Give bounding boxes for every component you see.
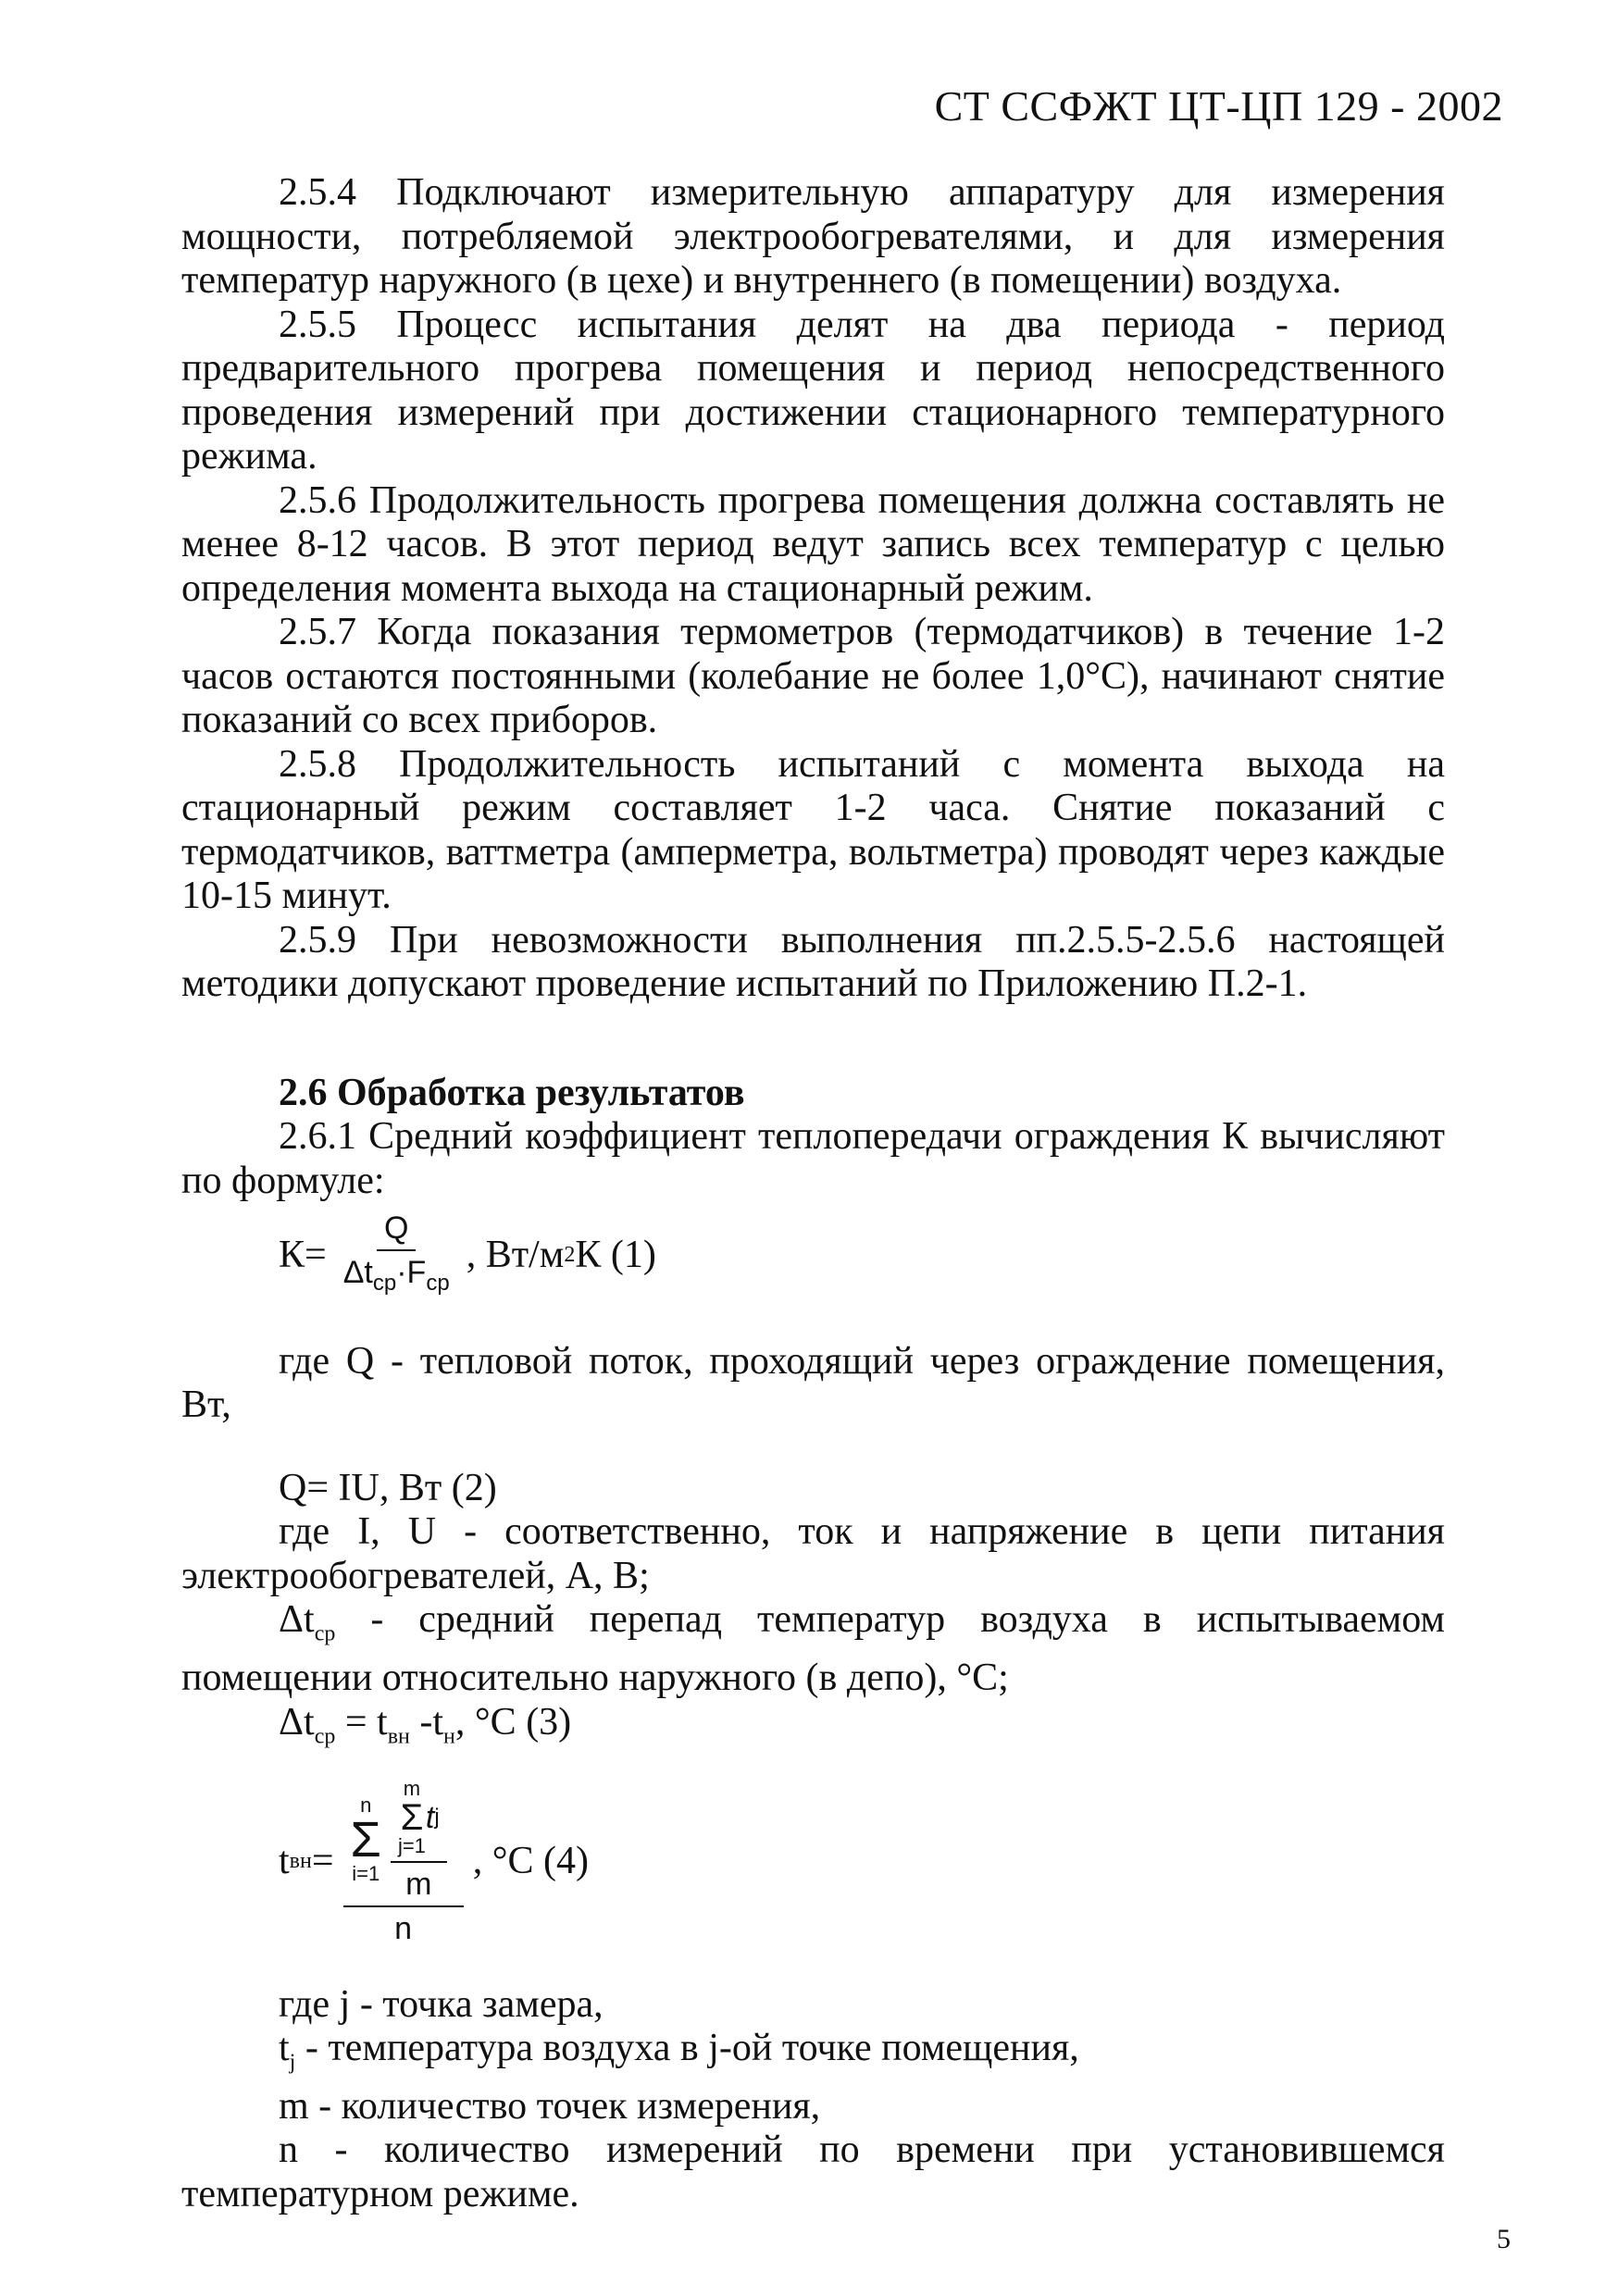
formula-4-inner-var: t — [425, 1799, 435, 1835]
paragraph-2-5-8: 2.5.8 Продолжительность испытаний с момента выхода на стационарный режим составляет 1-2 часа. Снятие показаний с термодатчиков, ваттметра (амперметра, вольтметра) проводят через каждые 10-15 минут. — [181, 742, 1445, 917]
paragraph-2-5-5: 2.5.5 Процесс испытания делят на два периода - период предварительного прогрева помещения и период непосредственного проведения измерений при достижении стационарного температурного режима. — [181, 303, 1445, 478]
formula-4-outer-sigma: Σ — [350, 1811, 381, 1868]
page-number: 5 — [1497, 2224, 1511, 2254]
formula-3-a-sub: ср — [314, 1724, 336, 1749]
where-q: где Q - тепловой поток, проходящий через ограждение помещения, Вт, — [181, 1339, 1445, 1427]
paragraph-2-5-7: 2.5.7 Когда показания термометров (термодатчиков) в течение 1-2 часов остаются постоянными (колебание не более 1,0°С), начинают снятие показаний со всех приборов. — [181, 611, 1445, 741]
formula-1-unit-sup: 2 — [564, 1243, 576, 1268]
formula-1-den-b-sub: ср — [426, 1270, 450, 1296]
formula-1 — [181, 1210, 1445, 1301]
formula-4-outer-sum-bottom: i=1 — [352, 1861, 380, 1885]
where-m: m - количество точек измерения, — [279, 2084, 821, 2128]
formula-4-outer-fraction — [343, 1778, 464, 1946]
paragraph-2-5-9: 2.5.9 При невозможности выполнения пп.2.5.5-2.5.6 настоящей методики допускают проведение испытаний по Приложению П.2-1. — [181, 918, 1445, 1005]
formula-4-inner-sum — [398, 1778, 426, 1857]
where-tj — [181, 2027, 1445, 2085]
document-code-header: СТ ССФЖТ ЦТ-ЦП 129 - 2002 — [934, 82, 1503, 130]
formula-3-c: -t — [409, 1700, 444, 1744]
formula-3-c-sub: н — [443, 1724, 455, 1749]
formula-1-denominator — [336, 1251, 457, 1301]
tj-text: - температура воздуха в j-ой точке помещения, — [295, 2027, 1079, 2070]
formula-4-inner-var-sub: j — [434, 1804, 440, 1830]
formula-1-unit: , Вт/м — [466, 1234, 565, 1277]
formula-4-outer-numerator — [343, 1778, 464, 1907]
formula-4-outer-denominator: n — [394, 1910, 413, 1946]
formula-2: Q= IU, Вт (2) — [279, 1466, 497, 1509]
delta-t-text: - средний перепад температур воздуха в испытываемом помещении относительно наружного (в депо), °С; — [181, 1598, 1445, 1700]
formula-1-unit-tail: К (1) — [575, 1234, 656, 1277]
formula-4-outer-sum — [351, 1794, 381, 1885]
formula-3-a: Δt — [279, 1700, 315, 1744]
formula-4-outer-sum-top: n — [360, 1793, 372, 1817]
formula-4-lhs: t — [279, 1839, 290, 1882]
formula-4-inner-numerator — [391, 1778, 447, 1863]
delta-t-definition — [181, 1598, 1445, 1700]
paragraph-2-5-4: 2.5.4 Подключают измерительную аппаратуру для измерения мощности, потребляемой электрообогревателями, и для измерения температур наружного (в цехе) и внутреннего (в помещении) воздуха. — [181, 171, 1445, 302]
formula-4-lhs-sub: вн — [289, 1848, 312, 1873]
where-iu: где I, U - соответственно, ток и напряжение в цепи питания электрообогревателей, А, В; — [181, 1510, 1445, 1597]
formula-4-inner-sigma: Σ — [400, 1796, 424, 1838]
formula-4-unit: , °С (4) — [472, 1839, 590, 1882]
section-intro: 2.6.1 Средний коэффициент теплопередачи ограждения К вычисляют по формуле: — [181, 1115, 1445, 1202]
formula-1-den-dot: ·F — [396, 1255, 427, 1290]
formula-1-den-a-sub: ср — [372, 1270, 397, 1296]
formula-4-eq: = — [311, 1839, 334, 1882]
formula-3-b: = t — [335, 1700, 388, 1744]
tj-symbol: t — [279, 2027, 290, 2070]
tj-sub: j — [289, 2050, 296, 2075]
formula-3 — [181, 1701, 1445, 1759]
where-n: n - количество измерений по времени при установившемся температурном режиме. — [181, 2128, 1445, 2215]
paragraph-2-5-6: 2.5.6 Продолжительность прогрева помещения должна составлять не менее 8-12 часов. В этот период ведут запись всех температур с целью определения момента выхода на стационарный режим. — [181, 478, 1445, 610]
where-j: где j - точка замера, — [279, 1982, 604, 2026]
formula-4-inner-sum-top: m — [403, 1776, 421, 1800]
formula-1-den-a: Δt — [342, 1255, 373, 1290]
formula-4-inner-fraction — [391, 1778, 447, 1902]
formula-4-inner-denominator: m — [405, 1866, 432, 1902]
delta-t-sub: ср — [314, 1621, 336, 1646]
formula-1-lhs: К= — [279, 1234, 327, 1277]
delta-t-symbol: Δt — [279, 1598, 315, 1642]
formula-3-d: , °С (3) — [454, 1700, 572, 1744]
formula-1-fraction — [336, 1210, 457, 1301]
formula-1-numerator: Q — [377, 1210, 416, 1251]
formula-4-inner-sum-bottom: j=1 — [397, 1833, 426, 1857]
section-title: 2.6 Обработка результатов — [279, 1071, 745, 1114]
document-body — [181, 171, 1445, 2216]
formula-4 — [181, 1778, 1445, 1946]
formula-3-b-sub: вн — [387, 1724, 410, 1749]
